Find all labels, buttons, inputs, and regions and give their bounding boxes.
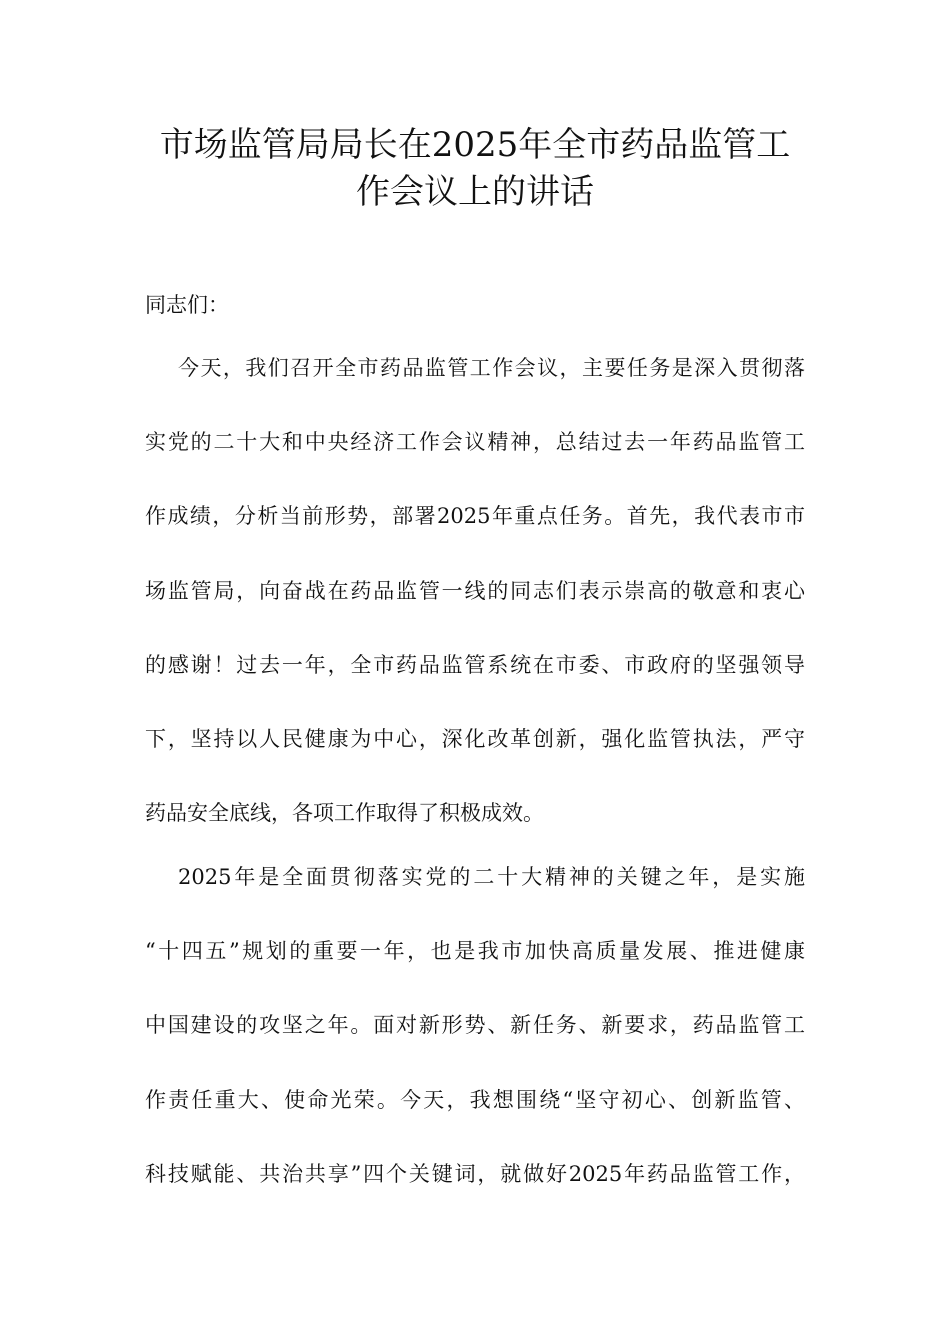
paragraph-line: 的感谢！过去一年，全市药品监管系统在市委、市政府的坚强领导	[145, 653, 805, 677]
paragraph-line: 作成绩，分析当前形势，部署2025年重点任务。首先，我代表市市	[145, 504, 805, 528]
paragraph-line: 科技赋能、共治共享”四个关键词，就做好2025年药品监管工作，	[145, 1162, 805, 1186]
paragraph-line: 实党的二十大和中央经济工作会议精神，总结过去一年药品监管工	[145, 430, 805, 454]
title-line-1: 市场监管局局长在2025年全市药品监管工	[159, 125, 791, 165]
paragraph-line: 2025年是全面贯彻落实党的二十大精神的关键之年，是实施	[178, 865, 805, 889]
greeting: 同志们：	[145, 293, 229, 317]
paragraph-line: 作责任重大、使命光荣。今天，我想围绕“坚守初心、创新监管、	[145, 1088, 805, 1112]
paragraph-line: 场监管局，向奋战在药品监管一线的同志们表示崇高的敬意和衷心	[145, 579, 805, 603]
title-line-2: 作会议上的讲话	[356, 172, 594, 212]
paragraph-line: 中国建设的攻坚之年。面对新形势、新任务、新要求，药品监管工	[145, 1013, 805, 1037]
paragraph-line: 今天，我们召开全市药品监管工作会议，主要任务是深入贯彻落	[178, 356, 805, 380]
paragraph-line: “十四五”规划的重要一年，也是我市加快高质量发展、推进健康	[145, 939, 805, 963]
paragraph-line: 药品安全底线，各项工作取得了积极成效。	[145, 801, 544, 825]
paragraph-line: 下，坚持以人民健康为中心，深化改革创新，强化监管执法，严守	[145, 727, 805, 751]
